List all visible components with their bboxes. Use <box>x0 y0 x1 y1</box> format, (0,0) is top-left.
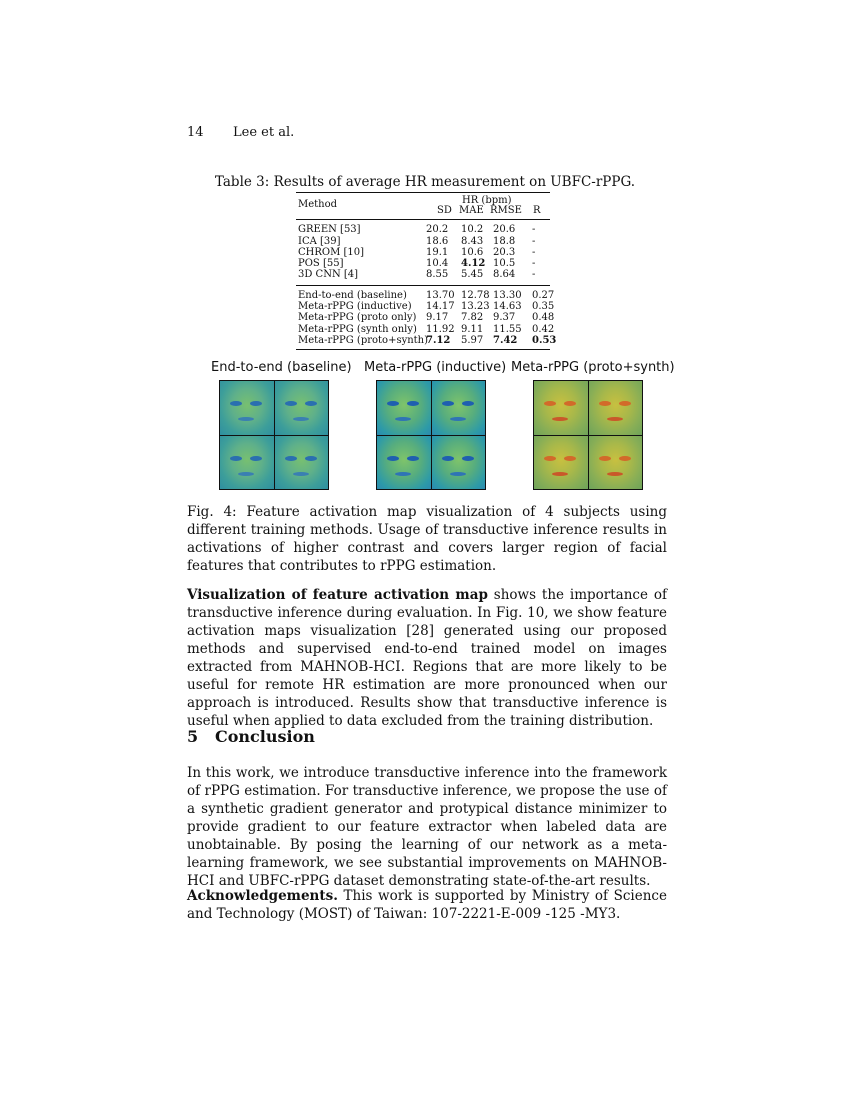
cell-mae: 7.82 <box>461 312 484 324</box>
cell-method: End-to-end (baseline) <box>298 289 407 301</box>
cell-rmse: 11.55 <box>493 323 522 335</box>
face-feature <box>442 456 454 461</box>
face-tile <box>432 436 486 490</box>
face-feature <box>305 401 317 406</box>
face-feature <box>450 417 466 421</box>
table-row <box>296 236 550 247</box>
running-authors: Lee et al. <box>233 125 295 140</box>
conclusion-paragraph: In this work, we introduce transductive inference into the framework of rPPG estimation. For transductive inference, we propose the use of a synthetic gradient generator and protypical distance minimizer to provide gradient to our feature extractor when labeled data are unobtainable. By posing the learning of our network as a meta-learning framework, we see substantial improvements on MAHNOB-HCI and UBFC-rPPG dataset demonstrating state-of-the-art results. <box>187 765 667 889</box>
cell-method: Meta-rPPG (proto+synth) <box>298 334 429 346</box>
table-label: Table 3: <box>214 174 270 190</box>
figure-caption <box>187 503 667 575</box>
face-tile <box>534 436 588 490</box>
face-feature <box>395 472 411 476</box>
cell-r: - <box>532 258 536 270</box>
face-tile <box>275 381 329 435</box>
face-feature <box>230 401 242 406</box>
face-tile <box>275 436 329 490</box>
cell-r: 0.48 <box>532 312 555 324</box>
header-hr-group: HR (bpm) <box>462 195 512 206</box>
activation-map-proto-synth <box>533 380 643 490</box>
cell-r: - <box>532 235 536 247</box>
cell-sd: 10.4 <box>426 258 449 270</box>
table-row <box>296 334 557 346</box>
figure-caption-label: Fig. 4: <box>187 504 237 520</box>
face-feature <box>552 472 568 476</box>
cell-method: 3D CNN [4] <box>298 269 359 281</box>
figure-title-baseline: End-to-end (baseline) <box>211 360 352 375</box>
cell-mae: 13.23 <box>461 301 490 313</box>
table-mid-rule <box>296 219 550 220</box>
face-tile <box>432 381 486 435</box>
cell-mae: 12.78 <box>461 289 490 301</box>
face-feature <box>407 401 419 406</box>
table-group-b <box>296 289 557 346</box>
face-feature <box>442 401 454 406</box>
cell-sd: 7.12 <box>426 334 451 346</box>
face-feature <box>462 456 474 461</box>
face-tile <box>589 436 643 490</box>
cell-r: - <box>532 246 536 258</box>
cell-mae: 9.11 <box>461 323 484 335</box>
cell-mae: 10.6 <box>461 246 484 258</box>
header-method: Method <box>298 199 338 210</box>
face-tile <box>534 381 588 435</box>
cell-sd: 19.1 <box>426 246 449 258</box>
visualization-paragraph <box>187 586 667 730</box>
acknowledgements-text: This work is supported by Ministry of Science and Technology (MOST) of Taiwan: 107-2221-E-009 -125 -MY3. <box>187 888 667 922</box>
cell-rmse: 14.63 <box>493 301 522 313</box>
face-feature <box>607 417 623 421</box>
cell-mae: 5.45 <box>461 269 484 281</box>
cell-rmse: 9.37 <box>493 312 516 324</box>
running-header <box>187 125 294 140</box>
cell-sd: 14.17 <box>426 301 455 313</box>
cell-mae: 4.12 <box>461 258 486 270</box>
face-feature <box>238 417 254 421</box>
face-feature <box>387 456 399 461</box>
face-feature <box>607 472 623 476</box>
face-feature <box>450 472 466 476</box>
header-r: R <box>533 205 541 216</box>
face-feature <box>564 456 576 461</box>
cell-r: - <box>532 269 536 281</box>
table-top-rule <box>296 192 550 193</box>
face-tile <box>220 381 274 435</box>
face-tile <box>589 381 643 435</box>
cell-sd: 11.92 <box>426 323 455 335</box>
face-feature <box>230 456 242 461</box>
table-row <box>296 312 555 324</box>
table-group-rule <box>296 285 550 286</box>
cell-rmse: 10.5 <box>493 258 516 270</box>
acknowledgements-heading: Acknowledgements. <box>187 888 338 904</box>
cell-method: ICA [39] <box>298 235 341 247</box>
face-feature <box>305 456 317 461</box>
visualization-text: shows the importance of transductive inference during evaluation. In Fig. 10, we show feature activation maps visualization [28] generated using our proposed methods and supervised end-to-end trained model on images extracted from MAHNOB-HCI. Regions that are more likely to be useful for remote HR estimation are more pronounced when our approach is introduced. Results show that transductive inference is useful when applied to data excluded from the training distribution. <box>187 587 667 729</box>
face-tile <box>377 381 431 435</box>
face-feature <box>599 401 611 406</box>
face-feature <box>293 417 309 421</box>
cell-rmse: 8.64 <box>493 269 516 281</box>
face-feature <box>619 401 631 406</box>
face-feature <box>250 401 262 406</box>
cell-rmse: 18.8 <box>493 235 516 247</box>
visualization-heading: Visualization of feature activation map <box>187 587 488 603</box>
cell-sd: 9.17 <box>426 312 449 324</box>
face-feature <box>462 401 474 406</box>
cell-r: 0.35 <box>532 301 555 313</box>
header-rmse: RMSE <box>490 205 522 216</box>
section-heading <box>187 727 315 746</box>
cell-sd: 13.70 <box>426 289 455 301</box>
cell-r: 0.27 <box>532 289 555 301</box>
table-row <box>296 247 550 258</box>
cell-rmse: 20.6 <box>493 224 516 236</box>
activation-map-baseline <box>219 380 329 490</box>
cell-method: POS [55] <box>298 258 344 270</box>
cell-mae: 5.97 <box>461 334 484 346</box>
cell-method: CHROM [10] <box>298 246 365 258</box>
figure-title-inductive: Meta-rPPG (inductive) <box>364 360 507 375</box>
cell-mae: 8.43 <box>461 235 484 247</box>
face-feature <box>407 456 419 461</box>
face-feature <box>564 401 576 406</box>
cell-rmse: 13.30 <box>493 289 522 301</box>
table-bottom-rule <box>296 349 550 350</box>
face-tile <box>220 436 274 490</box>
header-sd: SD <box>437 205 452 216</box>
face-tile <box>377 436 431 490</box>
face-feature <box>293 472 309 476</box>
face-feature <box>395 417 411 421</box>
face-feature <box>544 456 556 461</box>
table-row <box>296 269 550 280</box>
table-caption-text: Results of average HR measurement on UBFC-rPPG. <box>273 174 636 190</box>
face-feature <box>238 472 254 476</box>
table-caption <box>0 174 850 190</box>
face-feature <box>544 401 556 406</box>
cell-rmse: 7.42 <box>493 334 518 346</box>
cell-r: 0.53 <box>532 334 557 346</box>
cell-r: 0.42 <box>532 323 555 335</box>
table-row <box>296 289 555 301</box>
page-number: 14 <box>187 125 204 140</box>
results-table <box>296 192 557 350</box>
cell-method: GREEN [53] <box>298 224 361 236</box>
table-row <box>296 224 550 235</box>
figure-title-proto-synth: Meta-rPPG (proto+synth) <box>511 360 675 375</box>
acknowledgements-paragraph <box>187 887 667 923</box>
cell-mae: 10.2 <box>461 224 484 236</box>
face-feature <box>250 456 262 461</box>
face-feature <box>285 401 297 406</box>
face-feature <box>552 417 568 421</box>
cell-sd: 20.2 <box>426 224 449 236</box>
cell-sd: 18.6 <box>426 235 449 247</box>
cell-method: Meta-rPPG (synth only) <box>298 323 417 335</box>
header-mae: MAE <box>459 205 484 216</box>
face-feature <box>285 456 297 461</box>
face-feature <box>599 456 611 461</box>
cell-r: - <box>532 224 536 236</box>
section-number: 5 <box>187 727 199 746</box>
figure-caption-text: Feature activation map visualization of 4 subjects using different training methods. Usage of transductive inference results in activations of higher contrast and covers larger region of facial features that contributes to rPPG estimation. <box>187 504 668 574</box>
cell-sd: 8.55 <box>426 269 449 281</box>
cell-method: Meta-rPPG (inductive) <box>298 301 412 313</box>
section-title: Conclusion <box>215 727 315 746</box>
table-group-a <box>296 224 550 280</box>
face-feature <box>619 456 631 461</box>
table-row <box>296 323 555 335</box>
table-row <box>296 258 550 269</box>
cell-rmse: 20.3 <box>493 246 516 258</box>
table-row <box>296 301 555 313</box>
face-feature <box>387 401 399 406</box>
cell-method: Meta-rPPG (proto only) <box>298 312 417 324</box>
activation-map-inductive <box>376 380 486 490</box>
